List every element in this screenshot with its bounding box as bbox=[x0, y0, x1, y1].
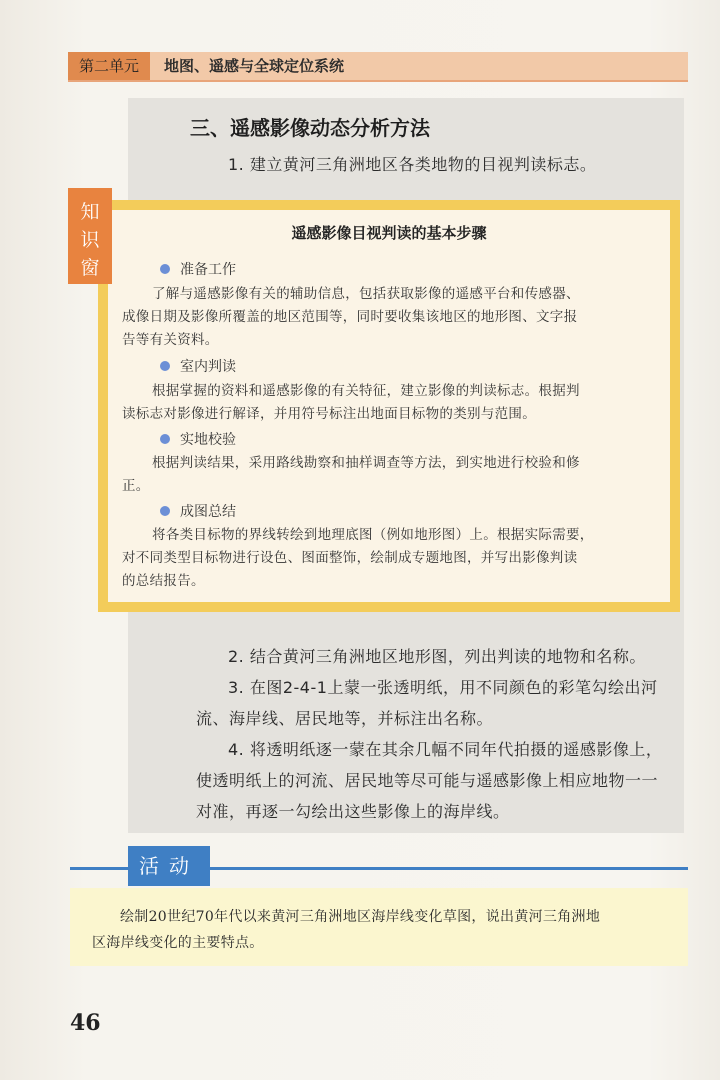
kw-line: 的总结报告。 bbox=[122, 573, 205, 589]
step-4-line-3: 对准，再逐一勾绘出这些影像上的海岸线。 bbox=[196, 802, 510, 821]
kw-step-title-text: 室内判读 bbox=[180, 359, 236, 375]
step-4-line-1: 4. 将透明纸逐一蒙在其余几幅不同年代拍摄的遥感影像上， bbox=[228, 740, 663, 759]
kw-line: 根据掌握的资料和遥感影像的有关特征，建立影像的判读标志。根据判 bbox=[152, 383, 580, 399]
kw-line: 将各类目标物的界线转绘到地理底图（例如地形图）上。根据实际需要， bbox=[152, 527, 594, 543]
section-heading: 三、遥感影像动态分析方法 bbox=[190, 116, 430, 140]
kw-line: 对不同类型目标物进行设色、图面整饰，绘制成专题地图，并写出影像判读 bbox=[122, 550, 578, 566]
step-1-text: 1. 建立黄河三角洲地区各类地物的目视判读标志。 bbox=[228, 155, 597, 174]
kw-line: 根据判读结果，采用路线勘察和抽样调查等方法，到实地进行校验和修 bbox=[152, 455, 580, 471]
unit-badge: 第二单元 bbox=[68, 52, 150, 80]
kw-tab-char-3: 窗 bbox=[80, 257, 100, 279]
kw-step-title-text: 实地校验 bbox=[180, 432, 236, 448]
chapter-title: 地图、遥感与全球定位系统 bbox=[164, 57, 345, 75]
bullet-dot-icon bbox=[160, 506, 170, 516]
kw-step-body bbox=[122, 380, 670, 426]
kw-step-title bbox=[160, 259, 236, 279]
kw-line: 读标志对影像进行解译，并用符号标注出地面目标物的类别与范围。 bbox=[122, 406, 536, 422]
kw-line: 了解与遥感影像有关的辅助信息，包括获取影像的遥感平台和传感器、 bbox=[152, 286, 580, 302]
kw-step-title bbox=[160, 501, 236, 521]
step-4-line-2: 使透明纸上的河流、居民地等尽可能与遥感影像上相应地物一一 bbox=[196, 771, 659, 790]
kw-step-title-text: 成图总结 bbox=[180, 504, 236, 520]
activity-label: 活动 bbox=[128, 846, 210, 886]
activity-text bbox=[92, 904, 672, 956]
bullet-dot-icon bbox=[160, 361, 170, 371]
kw-step-body bbox=[122, 283, 670, 352]
kw-line: 正。 bbox=[122, 478, 150, 494]
kw-step-title bbox=[160, 356, 236, 376]
step-2-text: 2. 结合黄河三角洲地区地形图，列出判读的地物和名称。 bbox=[228, 647, 646, 666]
step-3-line-1: 3. 在图2-4-1上蒙一张透明纸，用不同颜色的彩笔勾绘出河 bbox=[228, 678, 658, 697]
kw-tab-char-2: 识 bbox=[80, 229, 100, 251]
kw-step-body bbox=[122, 524, 670, 593]
knowledge-window-title: 遥感影像目视判读的基本步骤 bbox=[291, 224, 487, 242]
chapter-header bbox=[68, 52, 688, 82]
kw-line: 告等有关资料。 bbox=[122, 332, 219, 348]
kw-step-title bbox=[160, 429, 236, 449]
bullet-dot-icon bbox=[160, 434, 170, 444]
kw-step-body bbox=[122, 452, 670, 498]
kw-line: 成像日期及影像所覆盖的地区范围等，同时要收集该地区的地形图、文字报 bbox=[122, 309, 578, 325]
kw-tab-char-1: 知 bbox=[80, 201, 100, 223]
activity-line-2: 区海岸线变化的主要特点。 bbox=[92, 935, 264, 951]
kw-step-title-text: 准备工作 bbox=[180, 262, 236, 278]
page-number: 46 bbox=[70, 1010, 101, 1036]
step-3-line-2: 流、海岸线、居民地等，并标注出名称。 bbox=[196, 709, 494, 728]
knowledge-window-tab bbox=[68, 188, 112, 284]
bullet-dot-icon bbox=[160, 264, 170, 274]
activity-line-1: 绘制20世纪70年代以来黄河三角洲地区海岸线变化草图，说出黄河三角洲地 bbox=[120, 909, 601, 925]
